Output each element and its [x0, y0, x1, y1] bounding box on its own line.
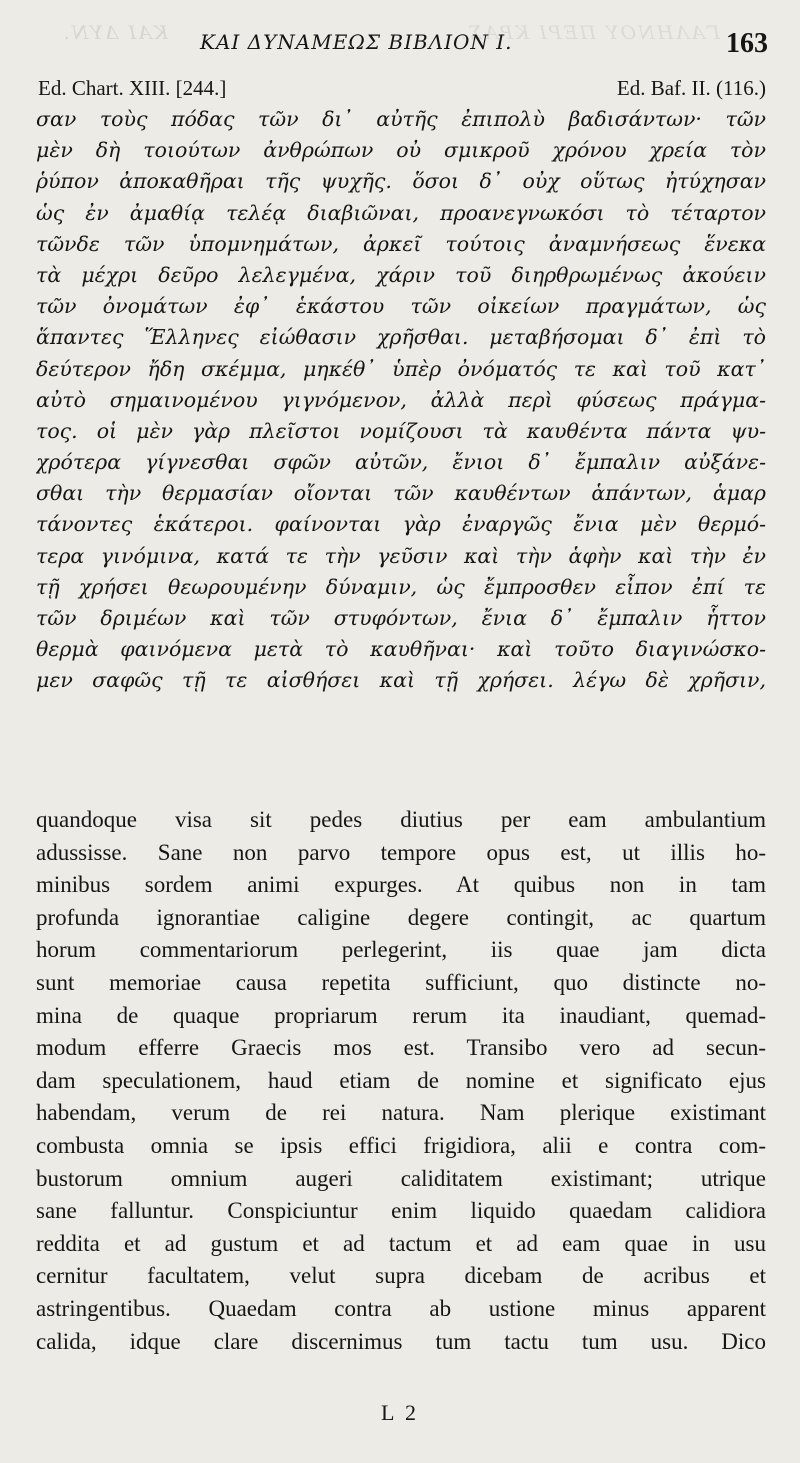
greek-line: μεν σαφῶς τῇ τε αἰσθήσει καὶ τῇ χρήσει. λέγω δὲ χρῆσιν,: [36, 668, 766, 693]
running-title: ΚΑΙ ΔΥΝΑΜΕΩΣ ΒΙΒΛΙΟΝ Ι.: [200, 30, 513, 54]
greek-line: ὡς ἐν ἀμαθίᾳ τελέᾳ διαβιῶναι, προανεγνωκόσι τὸ τέταρτον: [36, 200, 766, 225]
show-through-text-right: ΓΑΛΗΝΟΥ ΠΕΡΙ ΚΡΑΣ.: [459, 22, 720, 44]
latin-line: calida, idque clare discernimus tum tactu tum usu. Dico: [36, 1328, 766, 1354]
latin-line: astringentibus. Quaedam contra ab ustione minus apparent: [36, 1295, 766, 1321]
greek-line: σαν τοὺς πόδας τῶν δι᾿ αὐτῆς ἐπιπολὺ βαδισάντων· τῶν: [36, 107, 766, 131]
latin-line: dam speculationem, haud etiam de nomine et significato ejus: [36, 1067, 766, 1093]
latin-line: modum efferre Graecis mos est. Transibo vero ad secun-: [36, 1035, 766, 1061]
greek-line: τῶνδε τῶν ὑπομνημάτων, ἀρκεῖ τούτοις ἀναμνήσεως ἕνεκα: [36, 231, 766, 256]
greek-line: τῶν δριμέων καὶ τῶν στυφόντων, ἔνια δ᾿ ἔμπαλιν ἧττον: [36, 606, 766, 630]
greek-line: μὲν δὴ τοιούτων ἀνθρώπων οὐ σμικροῦ χρόνου χρεία τὸν: [36, 138, 766, 163]
greek-line: ἅπαντες Ἕλληνες εἰώθασιν χρῆσθαι. μεταβήσομαι δ᾿ ἐπὶ τὸ: [36, 325, 766, 350]
latin-line: sane falluntur. Conspiciuntur enim liquido quaedam calidiora: [36, 1198, 766, 1224]
latin-text-block: [36, 804, 766, 1358]
greek-line: τῇ χρήσει θεωρουμένην δύναμιν, ὡς ἔμπροσθεν εἶπον ἐπί τε: [36, 574, 766, 599]
greek-line: δεύτερον ἤδη σκέμμα, μηκέθ᾿ ὑπὲρ ὀνόματός τε καὶ τοῦ κατ᾿: [36, 356, 766, 381]
latin-line: horum commentariorum perlegerint, iis quae jam dicta: [36, 937, 766, 963]
greek-line: τος. οἱ μὲν γὰρ πλεῖστοι νομίζουσι τὰ καυθέντα πάντα ψυ-: [36, 418, 766, 443]
greek-line: σθαι τὴν θερμασίαν οἴονται τῶν καυθέντων ἁπάντων, ἁμαρ: [36, 481, 766, 506]
greek-line: θερμὰ φαινόμενα μετὰ τὸ καυθῆναι· καὶ τοῦτο διαγινώσκο-: [36, 637, 766, 662]
latin-line: habendam, verum de rei natura. Nam plerique existimant: [36, 1100, 766, 1126]
latin-line: sunt memoriae causa repetita sufficiunt, quo distincte no-: [36, 969, 766, 995]
latin-line: adussisse. Sane non parvo tempore opus est, ut illis ho-: [36, 839, 766, 865]
greek-text-block: [36, 104, 766, 697]
greek-line: τερα γινόμινα, κατά τε τὴν γεῦσιν καὶ τὴν ἁφὴν καὶ τὴν ἐν: [36, 543, 766, 568]
show-through-text-left: ΚΑΙ ΔΥΝ.: [61, 22, 168, 44]
latin-line: bustorum omnium augeri caliditatem existimant; utrique: [36, 1165, 766, 1191]
edition-reference-right: Ed. Baf. II. (116.): [616, 76, 766, 100]
greek-line: αὐτὸ σημαινομένου γιγνόμενον, ἀλλὰ περὶ φύσεως πράγμα-: [36, 387, 766, 412]
latin-line: reddita et ad gustum et ad tactum et ad eam quae in usu: [36, 1230, 766, 1256]
latin-line: profunda ignorantiae caligine degere contingit, ac quartum: [36, 904, 766, 930]
signature-mark: L 2: [380, 1400, 420, 1425]
greek-line: ῥύπον ἀποκαθῆραι τῆς ψυχῆς. ὅσοι δ᾿ οὐχ οὕτως ἠτύχησαν: [36, 169, 766, 194]
latin-line: cernitur facultatem, velut supra dicebam de acribus et: [36, 1263, 766, 1289]
latin-line: minibus sordem animi expurges. At quibus non in tam: [36, 872, 766, 898]
greek-line: χρότερα γίγνεσθαι σφῶν αὐτῶν, ἔνιοι δ᾿ ἔμπαλιν αὐξάνε-: [36, 450, 766, 475]
edition-reference-left: Ed. Chart. XIII. [244.]: [38, 76, 227, 100]
greek-line: τὰ μέχρι δεῦρο λελεγμένα, χάριν τοῦ διηρθρωμένως ἀκούειν: [36, 262, 766, 287]
page-number: 163: [726, 28, 768, 59]
latin-line: combusta omnia se ipsis effici frigidiora, alii e contra com-: [36, 1132, 766, 1158]
greek-line: τῶν ὀνομάτων ἐφ᾿ ἑκάστου τῶν οἰκείων πραγμάτων, ὡς: [36, 294, 766, 319]
greek-line: τάνοντες ἑκάτεροι. φαίνονται γὰρ ἐναργῶς ἔνια μὲν θερμό-: [36, 512, 766, 537]
latin-line: mina de quaque propriarum rerum ita inaudiant, quemad-: [36, 1002, 766, 1028]
latin-line: quandoque visa sit pedes diutius per eam ambulantium: [36, 807, 766, 832]
